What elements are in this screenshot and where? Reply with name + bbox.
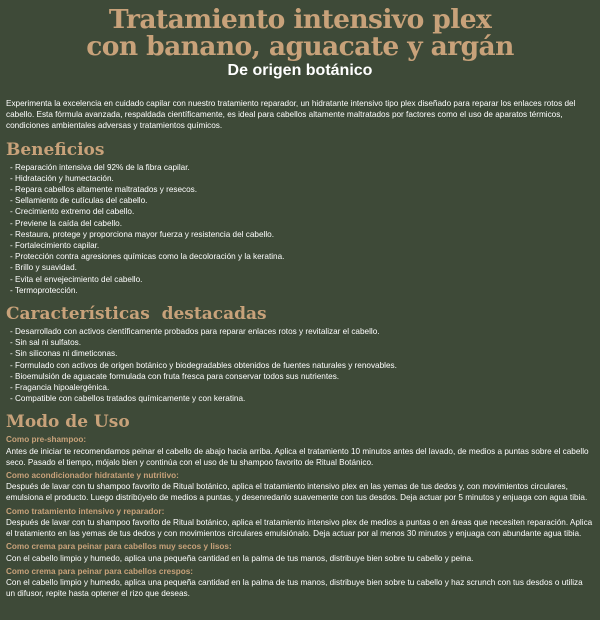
list-item: - Desarrollado con activos científicamente probados para reparar enlaces rotos y revitalizar el cabello.: [10, 326, 594, 337]
list-item: - Sellamiento de cutículas del cabello.: [10, 195, 594, 206]
list-item: - Protección contra agresiones químicas como la decoloración y la keratina.: [10, 251, 594, 262]
list-item: - Fortalecimiento capilar.: [10, 240, 594, 251]
usage-mode-text: Después de lavar con tu shampoo favorito de Ritual botánico, aplica el tratamiento intensivo plex de medios a puntas o en áreas que necesiten reparación. Aplica el tratamiento en las yemas de tus dedos y con movimientos circulares emulsiónalo. Deja actuar por al menos 30 minutos y enjuaga con abundante agua tibia.: [6, 517, 593, 539]
list-item: - Evita el envejecimiento del cabello.: [10, 274, 594, 285]
usage-mode-text: Antes de iniciar te recomendamos peinar el cabello de abajo hacia arriba. Aplica el tratamiento 10 minutos antes del lavado, de medios a puntas sobre el cabello seco. Pasado el tiempo, mójalo bien y continúa con el uso de tu shampoo favorito de Ritual Botánico.: [6, 446, 589, 467]
list-item: - Sin siliconas ni dimeticonas.: [10, 348, 594, 359]
page-title: [6, 0, 594, 60]
usage-mode-intensive-treatment: [6, 506, 594, 540]
list-item: - Bioemulsión de aguacate formulada con fruta fresca para conservar todos sus nutrientes.: [10, 371, 594, 382]
usage-mode-title: Como acondicionador hidratante y nutritivo:: [6, 471, 179, 481]
title-line-1: Tratamiento intensivo plex: [108, 4, 492, 35]
usage-mode-title: Como pre-shampoo:: [6, 435, 87, 445]
usage-mode-pre-shampoo: [6, 434, 594, 468]
title-line-2: con banano, aguacate y argán: [86, 31, 514, 62]
list-item: - Termoprotección.: [10, 285, 594, 296]
list-item: - Hidratación y humectación.: [10, 173, 594, 184]
usage-mode-title: Como crema para peinar para cabellos crespos:: [6, 566, 194, 576]
list-item: - Reparación intensiva del 92% de la fibra capilar.: [10, 162, 594, 173]
features-heading: Características destacadas: [6, 304, 267, 325]
usage-mode-title: Como crema para peinar para cabellos muy secos y lisos:: [6, 542, 232, 552]
intro-paragraph: Experimenta la excelencia en cuidado capilar con nuestro tratamiento reparador, un hidratante intensivo tipo plex diseñado para reparar los enlaces rotos del cabello. Esta fórmula avanzada, respaldada científicamente, es ideal para cabellos altamente maltratados por factores como el uso de aparatos térmicos, condiciones ambientales adversas y tratamientos químicos.: [6, 99, 576, 131]
list-item: - Fragancia hipoalergénica.: [10, 382, 594, 393]
list-item: - Sin sal ni sulfatos.: [10, 337, 594, 348]
benefits-list: [6, 162, 594, 296]
usage-mode-text: Con el cabello limpio y humedo, aplica una pequeña cantidad en la palma de tus manos, distribuye bien sobre tu cabello y peina.: [6, 553, 474, 563]
usage-mode-conditioner: [6, 470, 594, 504]
usage-mode-title: Como tratamiento intensivo y reparador:: [6, 506, 165, 516]
usage-mode-styling-cream-straight: [6, 541, 594, 563]
list-item: - Crecimiento extremo del cabello.: [10, 206, 594, 217]
list-item: - Brillo y suavidad.: [10, 262, 594, 273]
list-item: - Previene la caída del cabello.: [10, 218, 594, 229]
page-subtitle: De origen botánico: [227, 62, 373, 79]
list-item: - Compatible con cabellos tratados químicamente y con keratina.: [10, 393, 594, 404]
list-item: - Repara cabellos altamente maltratados y resecos.: [10, 184, 594, 195]
list-item: - Restaura, protege y proporciona mayor fuerza y resistencia del cabello.: [10, 229, 594, 240]
usage-heading: Modo de Uso: [6, 412, 130, 433]
usage-mode-text: Después de lavar con tu shampoo favorito de Ritual botánico, aplica el tratamiento intensivo plex en las yemas de tus dedos y, con movimientos circulares, emulsiona el producto. Luego distribúyelo de medios a puntas, y desenredanlo suavemente con tus desdos. Deja actuar por 5 minutos y enjuaga con agua tibia.: [6, 482, 588, 503]
usage-mode-styling-cream-curly: [6, 566, 594, 600]
benefits-heading: Beneficios: [6, 139, 105, 160]
features-list: [6, 326, 594, 404]
list-item: - Formulado con activos de origen botánico y biodegradables obtenidos de fuentes naturales y renovables.: [10, 360, 594, 371]
usage-mode-text: Con el cabello limpio y humedo, aplica una pequeña cantidad en la palma de tus manos, distribuye bien sobre tu cabello y haz scrunch con tus desdos o utiliza un difusor, repite hasta optener el rizo que deseas.: [6, 577, 583, 599]
